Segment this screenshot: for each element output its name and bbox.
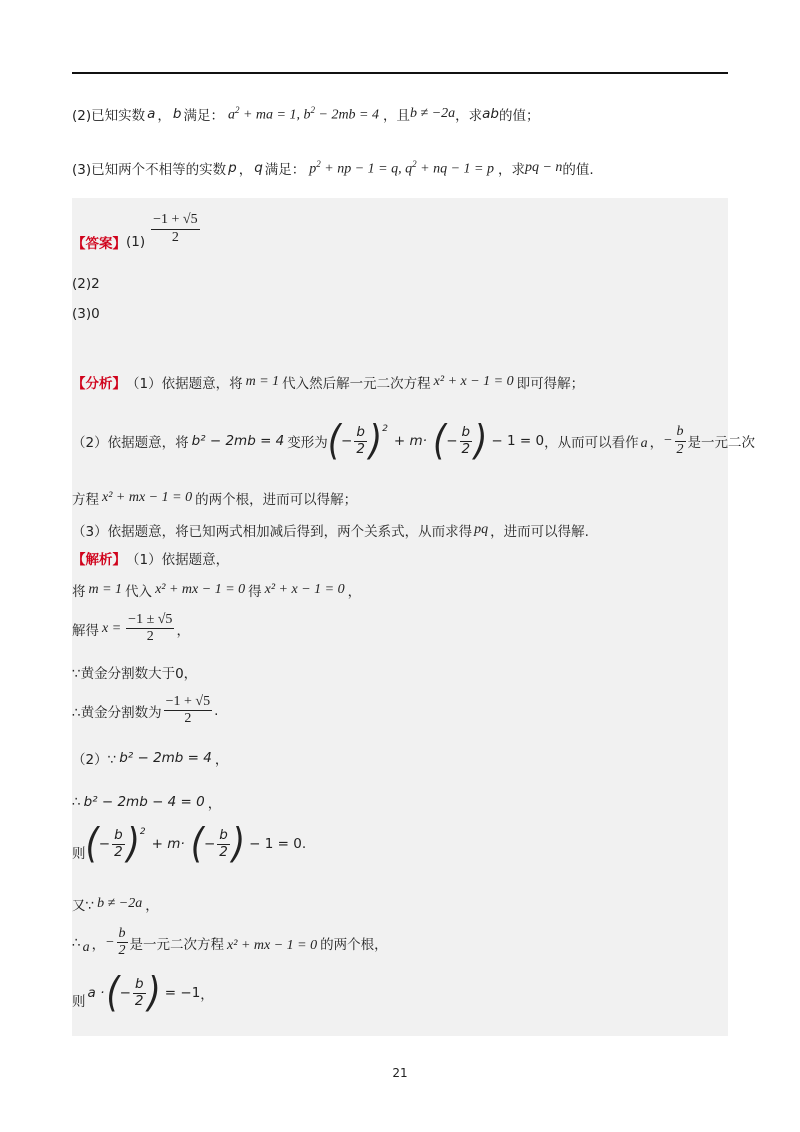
header-rule: [72, 72, 728, 74]
solution-4: ∵黄金分割数大于0，: [72, 666, 198, 682]
answer-1-fraction: $\frac{-1 + √5}{2}$: [153, 212, 198, 245]
solution-1: 【解析】 （1）依据题意，: [72, 552, 230, 568]
analysis-3: （3）依据题意，将已知两式相加减后得到，两个关系式，从而求得 pq ，进而可以得解.: [72, 522, 589, 540]
neg-b-over-2-squared: ( − $\frac{b}{2}$ ) $^2$: [327, 417, 388, 465]
condition-equations: $a^2$ + ma = 1, $b^2 - 2mb = 4$: [227, 104, 380, 123]
solution-7: ∴ b² − 2mb − 4 = 0 ，: [72, 794, 222, 812]
analysis-2: （2）依据题意，将 b² − 2mb = 4 变形为 ( − $\frac{b}{2}$ ) $^2$ + m· ( − $\frac{b}{2}$ ) − 1 = 0 ，从而可以看作 a ， − $\frac{b}{2}$ 是一元二次: [72, 417, 756, 465]
problem-2: (2)已知实数 a ， b 满足： $a^2$ + ma = 1, $b^2 - 2mb = 4$ ，且 b ≠ −2a ，求 ab 的值；: [72, 104, 540, 124]
page-number: 21: [392, 1066, 408, 1080]
analysis-2b: 方程 x² + mx − 1 = 0 的两个根，进而可以得解；: [72, 490, 358, 508]
solution-9: 又∵ b ≠ −2a ，: [72, 896, 159, 914]
solution-11: 则 a · ( − $\frac{b}{2}$ ) = −1 ，: [72, 969, 214, 1017]
solution-6: （2）∵ b² − 2mb = 4 ，: [72, 750, 229, 768]
solution-5: ∴黄金分割数为 $\frac{-1 + √5}{2}$ .: [72, 694, 219, 727]
problem-3: (3)已知两个不相等的实数 p ， q 满足： $p^2$ + np − 1 = q, $q^2$ + nq − 1 = p ，求 pq − n 的值.: [72, 158, 594, 178]
answer-2: (2)2: [72, 276, 100, 292]
solution-2: 将 m = 1 代入 x² + mx − 1 = 0 得 x² + x − 1 = 0 ，: [72, 582, 362, 600]
solution-3: 解得 x = $\frac{-1 \pm √5}{2}$ ，: [72, 612, 190, 645]
analysis-1: 【分析】 （1）依据题意，将 m = 1 代入然后解一元二次方程 x² + x − 1 = 0 即可得解；: [72, 374, 585, 392]
neg-b-over-2: ( − $\frac{b}{2}$ ): [432, 417, 488, 465]
solution-10: ∴ a ， − $\frac{b}{2}$ 是一元二次方程 x² + mx − 1 = 0 的两个根，: [72, 926, 388, 959]
solution-8: 则 ( − $\frac{b}{2}$ ) $^2$ + m· ( − $\frac{b}{2}$ ) − 1 = 0 .: [72, 820, 307, 868]
condition-equations-3: $p^2$ + np − 1 = q, $q^2$ + nq − 1 = p: [309, 158, 494, 177]
answer-3: (3)0: [72, 306, 100, 322]
answer-1: 【答案】 (1) $\frac{-1 + √5}{2}$: [72, 212, 198, 252]
